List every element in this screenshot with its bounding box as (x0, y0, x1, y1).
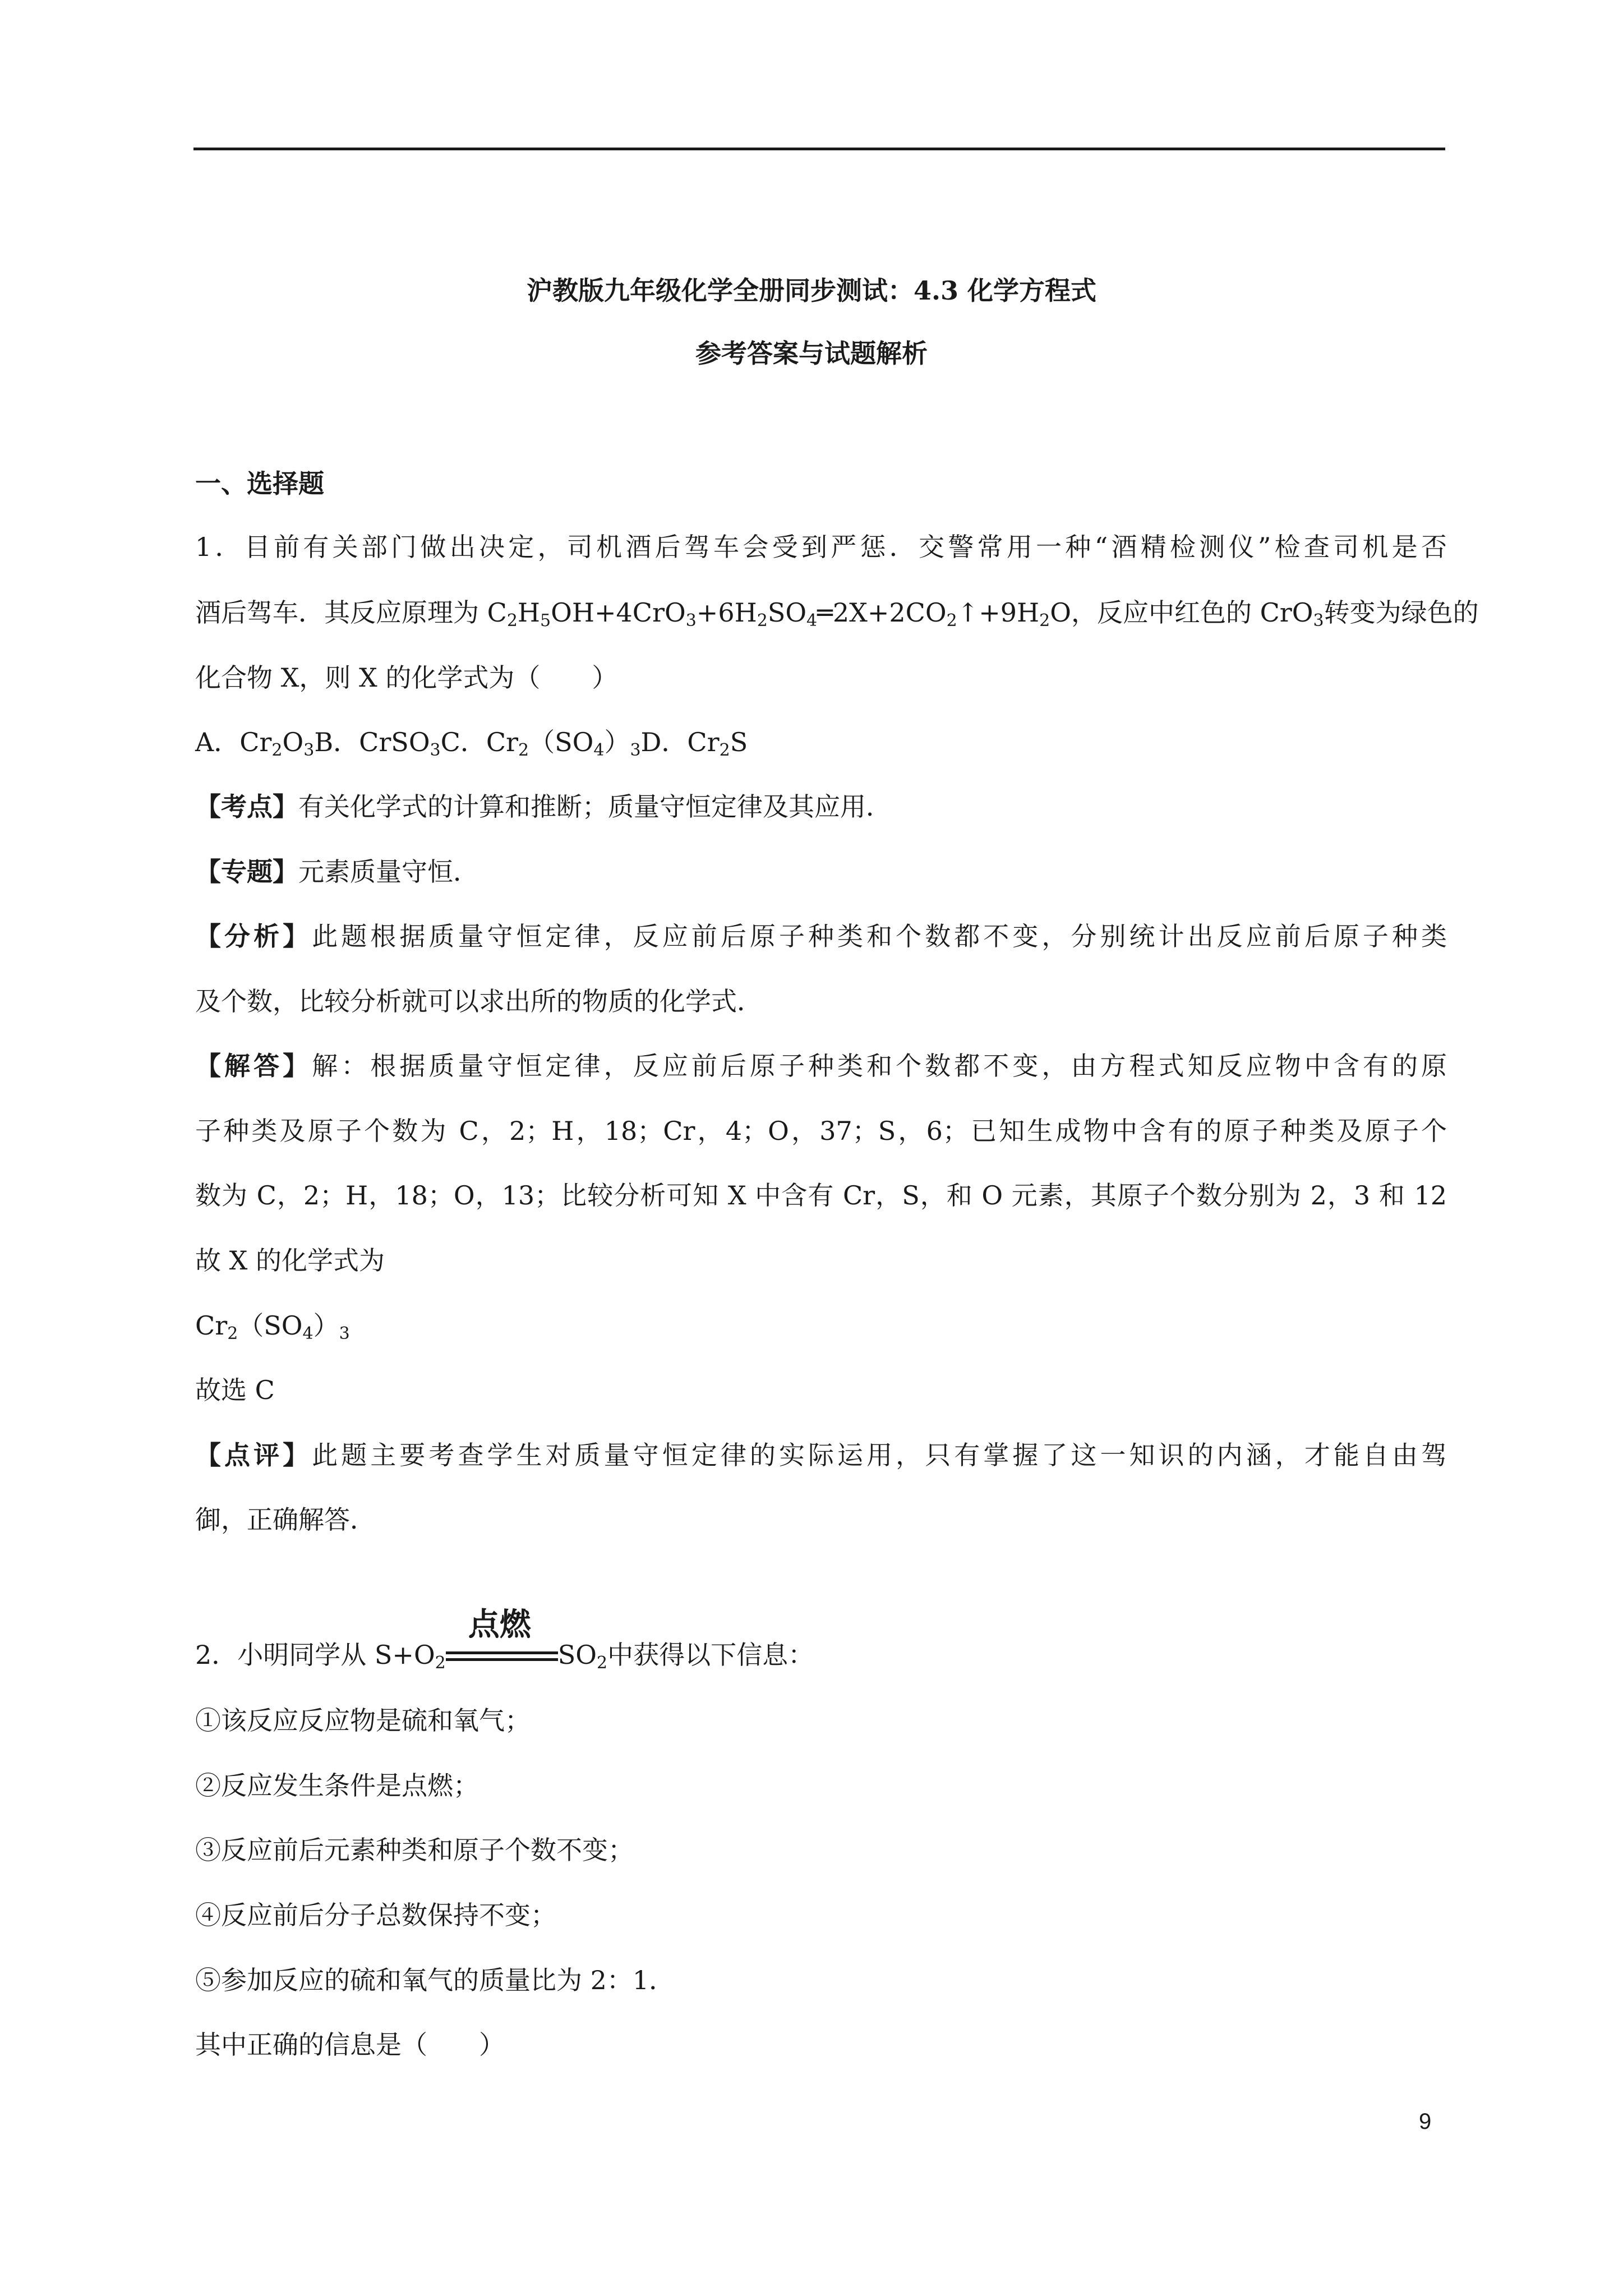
fenxi-tag: 【分析】 (195, 921, 312, 951)
q1-jieda-line-4: 故 X 的化学式为 (195, 1245, 385, 1276)
reaction-condition-arrow (446, 1607, 558, 1674)
q1-answer-formula: $Cr_2(SO_4)_3$ (195, 1310, 350, 1343)
q1-choice: 故选 C (195, 1375, 275, 1405)
q1-fenxi-line-1: 【分析】此题根据质量守恒定律，反应前后原子种类和个数都不变，分别统计出反应前后原子种类 (195, 921, 1447, 951)
q2-item-2: ②反应发生条件是点燃； (195, 1770, 479, 1801)
page-number: 9 (1419, 2109, 1432, 2134)
q1-zhuanti: 【专题】元素质量守恒． (195, 857, 479, 887)
q1-jieda-line-3: 数为 C，2；H，18；O，13；比较分析可知 X 中含有 Cr，S，和 O 元素，其原子个数分别为 2，3 和 12 (195, 1180, 1447, 1211)
option-b: B．CrSO$_3$ (314, 727, 441, 760)
q1-fenxi-line-2: 及个数，比较分析就可以求出所的物质的化学式． (195, 986, 763, 1016)
section-heading: 一、选择题 (195, 468, 324, 499)
q1-jieda-line-2: 子种类及原子个数为 C，2；H，18；Cr，4；O，37；S，6；已知生成物中含有的原子种类及原子个 (195, 1116, 1447, 1146)
q2-stem: 2．小明同学从 $S+O_2$ 点燃 $SO_2$中获得以下信息： (195, 1607, 814, 1673)
jieda-tag: 【解答】 (195, 1051, 312, 1081)
q1-dianping-line-2: 御，正确解答． (195, 1504, 376, 1535)
q2-item-4: ④反应前后分子总数保持不变； (195, 1900, 556, 1930)
kaodian-tag: 【考点】 (195, 792, 298, 822)
q2-question: 其中正确的信息是（ ） (195, 2030, 505, 2060)
document-subtitle: 参考答案与试题解析 (695, 338, 928, 369)
q1-kaodian: 【考点】有关化学式的计算和推断；质量守恒定律及其应用． (195, 792, 892, 822)
option-c: C．$Cr_2(SO_4)_3$ (440, 727, 641, 760)
q1-stem-line-2: 酒后驾车．其反应原理为 $C_2H_5OH+4CrO_3+6H_2SO_4═2X+2CO_2↑+9H_2O$，反应中红色的 CrO$_3$转变为绿色的 (195, 597, 1479, 631)
q1-dianping-line-1: 【点评】此题主要考查学生对质量守恒定律的实际运用，只有掌握了这一知识的内涵，才能自由驾 (195, 1440, 1447, 1470)
option-d: D．$Cr_2S$ (640, 727, 748, 760)
q1-stem-line-3: 化合物 X，则 X 的化学式为（ ） (195, 662, 618, 693)
q1-options (195, 725, 748, 759)
document-title: 沪教版九年级化学全册同步测试：4.3 化学方程式 (526, 275, 1097, 306)
q2-item-3: ③反应前后元素种类和原子个数不变； (195, 1835, 634, 1865)
zhuanti-tag: 【专题】 (195, 857, 298, 887)
option-a: A．$Cr_2O_3$ (195, 727, 315, 760)
q2-item-5: ⑤参加反应的硫和氧气的质量比为 2：1． (195, 1965, 675, 1995)
q2-item-1: ①该反应反应物是硫和氧气； (195, 1705, 531, 1736)
condition-label: 点燃 (468, 1607, 531, 1643)
header-rule (193, 148, 1445, 150)
dianping-tag: 【点评】 (195, 1440, 312, 1470)
q1-stem-line-1: 1．目前有关部门做出决定，司机酒后驾车会受到严惩．交警常用一种“酒精检测仪”检查司机是否 (195, 532, 1447, 562)
q1-jieda-line-1: 【解答】解：根据质量守恒定律，反应前后原子种类和个数都不变，由方程式知反应物中含有的原 (195, 1051, 1447, 1081)
